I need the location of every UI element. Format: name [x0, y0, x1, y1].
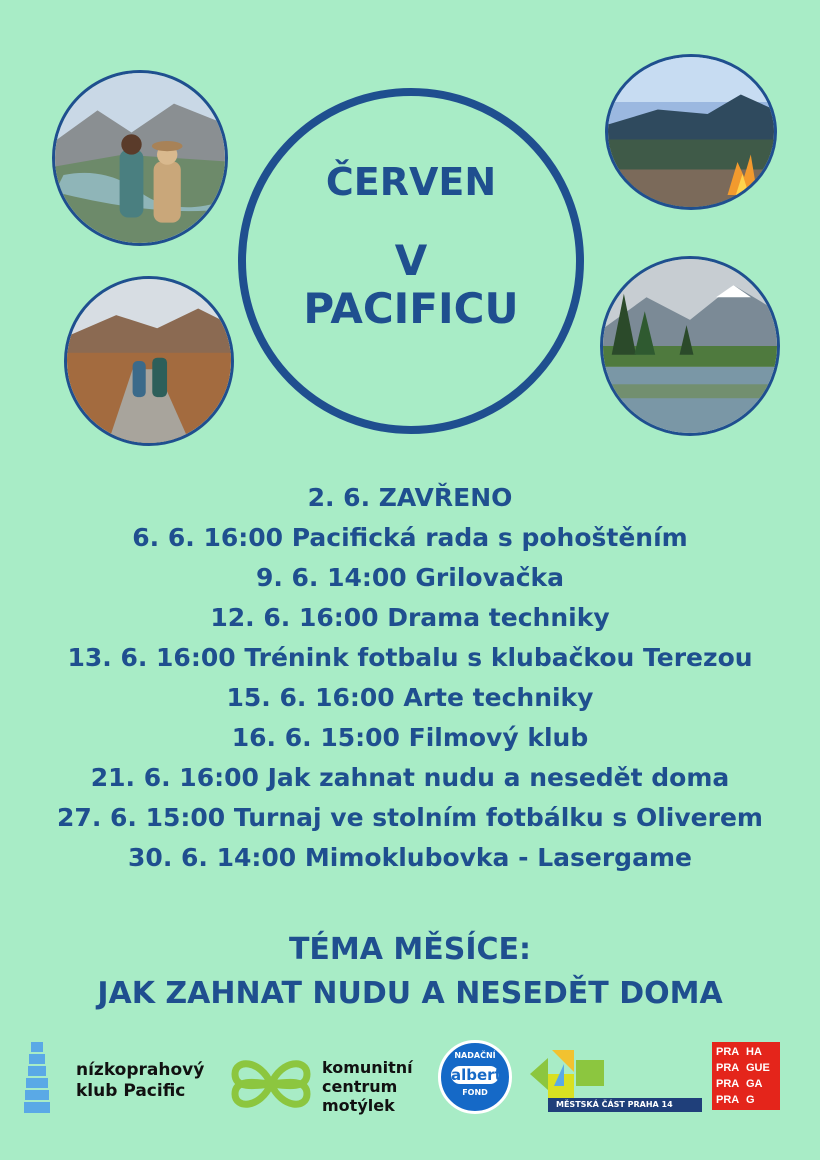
motylek-logo-icon	[230, 1054, 312, 1114]
title-club: PACIFICU	[303, 284, 519, 333]
pacific-logo-text: nízkoprahový klub Pacific	[76, 1060, 205, 1101]
schedule-item: 2. 6. ZAVŘENO	[307, 483, 513, 512]
schedule-item: 21. 6. 16:00 Jak zahnat nudu a nesedět doma	[90, 763, 730, 792]
schedule-item: 30. 6. 14:00 Mimoklubovka - Lasergame	[128, 843, 692, 872]
title-preposition: V	[394, 236, 428, 285]
photo-lake-forest	[600, 256, 780, 436]
motylek-logo-text: komunitní centrum motýlek	[322, 1058, 413, 1115]
schedule-item: 12. 6. 16:00 Drama techniky	[210, 603, 610, 632]
schedule-item: 27. 6. 15:00 Turnaj ve stolním fotbálku s Oliverem	[57, 803, 763, 832]
praha14-label: MĚSTSKÁ ČÁST PRAHA 14	[556, 1100, 673, 1109]
schedule-item: 15. 6. 16:00 Arte techniky	[226, 683, 594, 712]
albert-fund-logo: NADAČNÍ albert FOND	[438, 1040, 512, 1114]
schedule-item: 16. 6. 15:00 Filmový klub	[231, 723, 589, 752]
theme-heading: TÉMA MĚSÍCE:	[288, 932, 532, 967]
praha-logo: PRA HA PRA GUE PRA GA PRA G	[712, 1042, 780, 1110]
schedule-item: 9. 6. 14:00 Grilovačka	[255, 563, 565, 592]
theme-text: JAK ZAHNAT NUDU A NESEDĚT DOMA	[97, 976, 723, 1011]
title-circle	[238, 88, 584, 434]
schedule-item: 6. 6. 16:00 Pacifická rada s pohoštěním	[132, 523, 688, 552]
photo-hikers-trail	[64, 276, 234, 446]
event-schedule	[0, 478, 820, 878]
praha14-logo	[530, 1050, 702, 1112]
photo-friends-mountains	[52, 70, 228, 246]
theme-of-month	[0, 928, 820, 1016]
photo-campfire-mountains	[605, 54, 777, 210]
schedule-item: 13. 6. 16:00 Trénink fotbalu s klubačkou Terezou	[67, 643, 753, 672]
lighthouse-icon	[22, 1042, 52, 1114]
title-month: ČERVEN	[325, 160, 497, 204]
